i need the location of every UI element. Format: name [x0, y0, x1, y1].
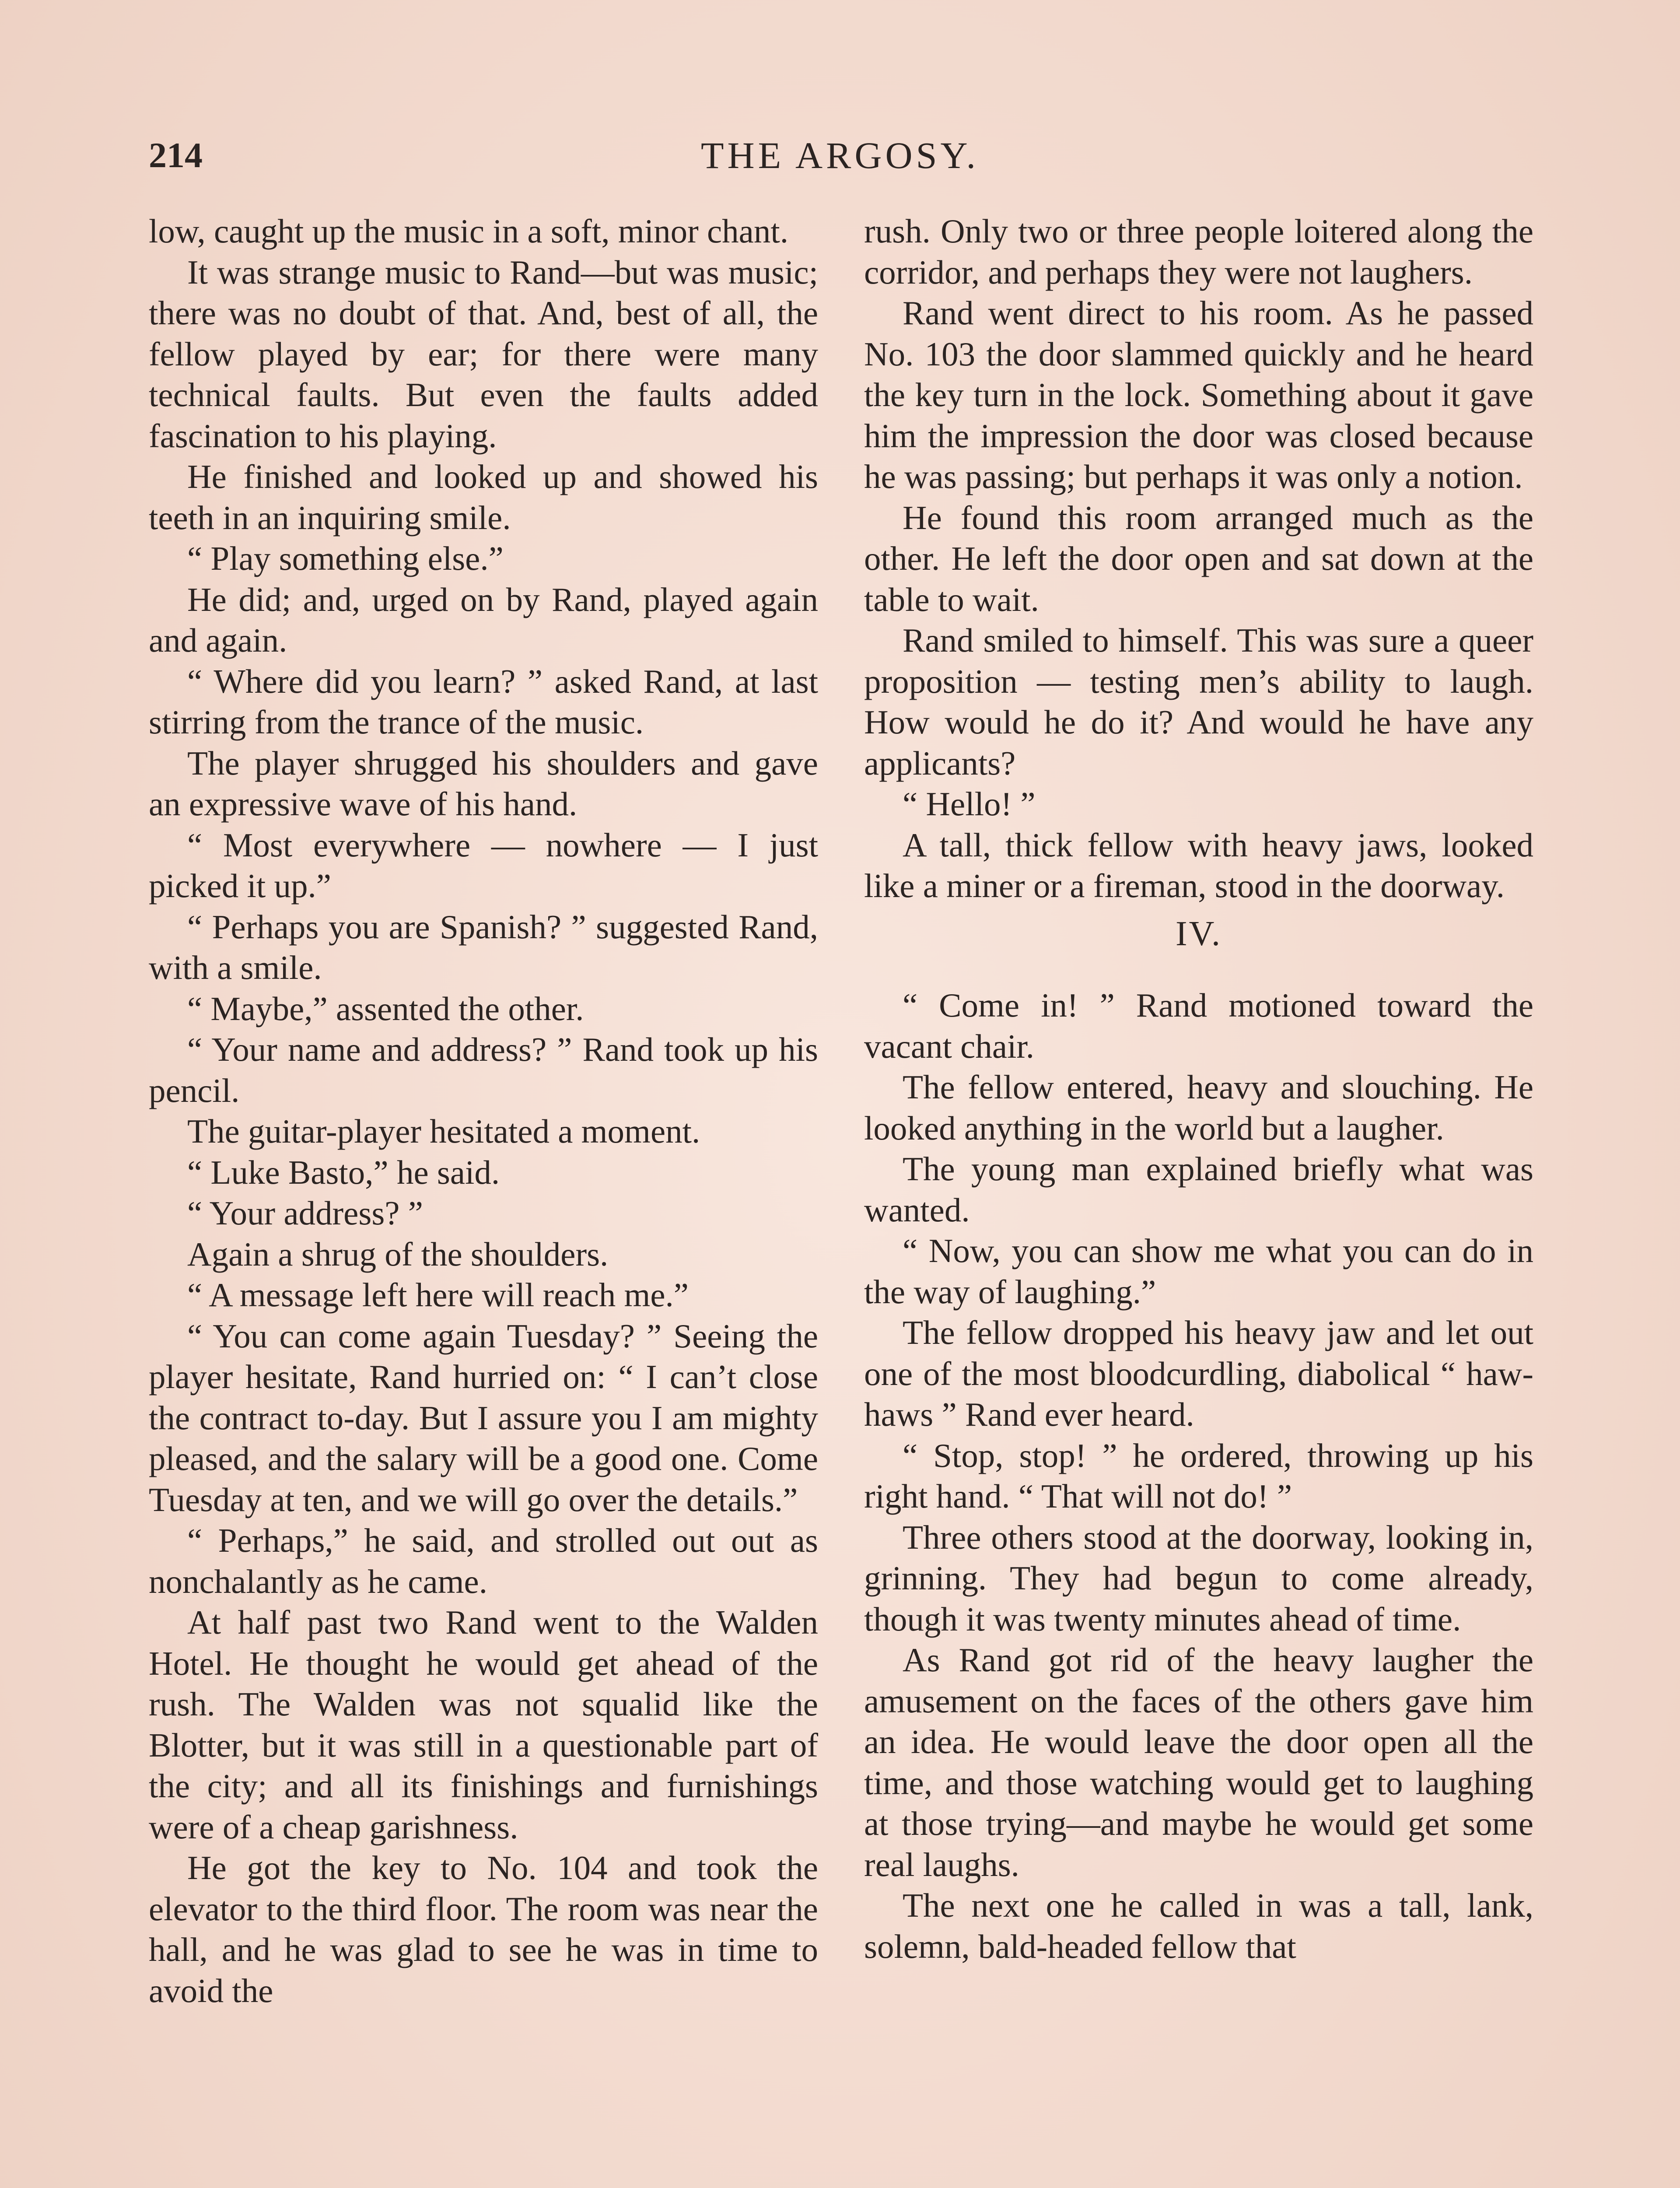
paragraph: “ You can come again Tuesday? ” Seeing the player hesitate, Rand hurried on: “ I can’t close the contract to-day. But I assure you I am mighty pleased, and the salary will be a good one. Come Tuesday at ten, and we will go over the details.” [149, 1317, 818, 1518]
paragraph: “ Your address? ” [187, 1194, 423, 1232]
paragraph: He got the key to No. 104 and took the elevator to the third floor. The room was near the hall, and he was glad to see he was in time to avoid the [149, 1849, 818, 2009]
paragraph: At half past two Rand went to the Walden Hotel. He thought he would get ahead of the rush. The Walden was not squalid like the Blotter, but it was still in a questionable part of the city; and all its finishings and furnishings were of a cheap garishness. [149, 1603, 818, 1846]
paragraph: “ Now, you can show me what you can do in the way of laughing.” [864, 1232, 1533, 1311]
paragraph: “ Your name and address? ” Rand took up his pencil. [149, 1031, 818, 1109]
paragraph: As Rand got rid of the heavy laugher the amusement on the faces of the others gave him an idea. He would leave the door open all the time, and those watching would get to laughing at those trying—and maybe he would get some real laughs. [864, 1641, 1533, 1883]
right-column-before-heading [864, 211, 1533, 907]
paragraph: “ Stop, stop! ” he ordered, throwing up his right hand. “ That will not do! ” [864, 1436, 1533, 1515]
paragraph: low, caught up the music in a soft, minor chant. [149, 212, 788, 250]
paragraph: Three others stood at the doorway, looking in, grinning. They had begun to come already, though it was twenty minutes ahead of time. [864, 1518, 1533, 1638]
paragraph: It was strange music to Rand—but was music; there was no doubt of that. And, best of all, the fellow played by ear; for there were many technical faults. But even the faults added fascination to his playing. [149, 253, 818, 455]
paragraph: “ Play something else.” [187, 540, 504, 577]
paragraph: “ Perhaps you are Spanish? ” suggested Rand, with a smile. [149, 908, 818, 986]
left-column [149, 211, 818, 2011]
running-title: THE ARGOSY. [701, 134, 979, 176]
paragraph: He finished and looked up and showed his teeth in an inquiring smile. [149, 458, 818, 536]
paragraph: The player shrugged his shoulders and gave an expressive wave of his hand. [149, 744, 818, 823]
paragraph: The guitar-player hesitated a moment. [187, 1112, 700, 1150]
paragraph: “ Luke Basto,” he said. [187, 1153, 500, 1191]
paragraph: “ Most everywhere — nowhere — I just picked it up.” [149, 826, 818, 905]
paragraph: “ Come in! ” Rand motioned toward the vacant chair. [864, 986, 1533, 1065]
section-heading: IV. [1175, 914, 1222, 953]
paragraph: “ Hello! ” [903, 785, 1036, 823]
paragraph: A tall, thick fellow with heavy jaws, looked like a miner or a fireman, stood in the doorway. [864, 826, 1533, 905]
paragraph: Rand smiled to himself. This was sure a queer proposition — testing men’s ability to laugh. How would he do it? And would he have any applicants? [864, 621, 1533, 782]
page-header [149, 131, 1531, 179]
paragraph: He did; and, urged on by Rand, played again and again. [149, 580, 818, 659]
paragraph: The next one he called in was a tall, lank, solemn, bald-headed fellow that [864, 1886, 1533, 1965]
paragraph: The fellow entered, heavy and slouching. He looked anything in the world but a laugher. [864, 1068, 1533, 1147]
paragraph: “ Maybe,” assented the other. [187, 989, 584, 1027]
right-column-after-heading [864, 985, 1533, 1967]
paragraph: “ Where did you learn? ” asked Rand, at last stirring from the trance of the music. [149, 662, 818, 741]
page-number: 214 [149, 135, 203, 175]
paragraph: Rand went direct to his room. As he passed No. 103 the door slammed quickly and he heard the key turn in the lock. Something about it gave him the impression the door was closed because he was passing; but perhaps it was only a notion. [864, 294, 1533, 495]
paragraph: The fellow dropped his heavy jaw and let out one of the most bloodcurdling, diabolical “ haw-haws ” Rand ever heard. [864, 1314, 1533, 1433]
paragraph: He found this room arranged much as the other. He left the door open and sat down at the table to wait. [864, 498, 1533, 618]
paragraph: rush. Only two or three people loitered along the corridor, and perhaps they were not laughers. [864, 212, 1533, 291]
paragraph: The young man explained briefly what was wanted. [864, 1150, 1533, 1229]
paragraph: “ A message left here will reach me.” [187, 1276, 689, 1314]
right-column [864, 211, 1533, 1967]
paragraph: “ Perhaps,” he said, and strolled out out as nonchalantly as he came. [149, 1522, 818, 1600]
paragraph: Again a shrug of the shoulders. [187, 1235, 609, 1273]
